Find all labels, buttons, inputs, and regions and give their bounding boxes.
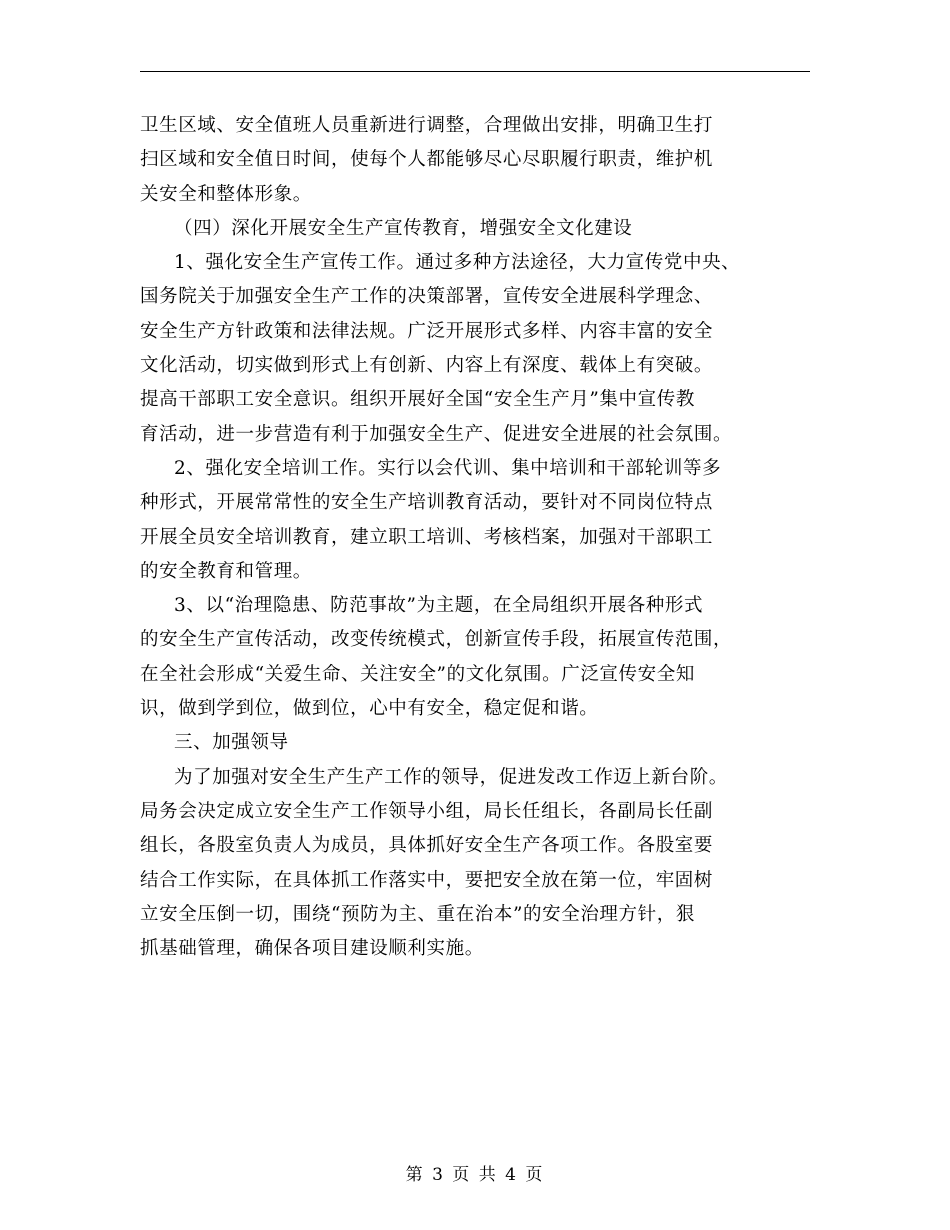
section-heading: 三、加强领导 [174,732,289,754]
body-line: 在全社会形成“关爱生命、关注安全”的文化氛围。广泛宣传安全知 [140,663,695,685]
body-line: 文化活动，切实做到形式上有创新、内容上有深度、载体上有突破。 [140,355,714,377]
body-line: 安全生产方针政策和法律法规。广泛开展形式多样、内容丰富的安全 [140,320,714,342]
body-line: 立安全压倒一切，围绕“预防为主、重在治本”的安全治理方针，狠 [140,903,695,925]
body-line: 开展全员安全培训教育，建立职工培训、考核档案，加强对干部职工 [140,526,714,548]
body-line: 识，做到学到位，做到位，心中有安全，稳定促和谐。 [140,698,599,720]
body-line: 提高干部职工安全意识。组织开展好全国“安全生产月”集中宣传教 [140,389,695,411]
body-line: 关安全和整体形象。 [140,183,312,205]
body-line: 抓基础管理，确保各项目建设顺利实施。 [140,938,484,960]
page-number: 第 3 页 共 4 页 [405,1165,545,1185]
body-line: 局务会决定成立安全生产工作领导小组，局长任组长，各副局长任副 [140,800,714,822]
body-line: 的安全教育和管理。 [140,560,312,582]
header-rule [140,71,810,72]
body-line: 结合工作实际，在具体抓工作落实中，要把安全放在第一位，牢固树 [140,869,714,891]
body-line: 卫生区域、安全值班人员重新进行调整，合理做出安排，明确卫生打 [140,115,714,136]
body-line: 种形式，开展常常性的安全生产培训教育活动，要针对不同岗位特点 [140,492,714,514]
body-line: 组长，各股室负责人为成员，具体抓好安全生产各项工作。各股室要 [140,835,714,857]
paragraph-start: 为了加强对安全生产生产工作的领导，促进发改工作迈上新台阶。 [174,766,728,788]
section-heading: （四）深化开展安全生产宣传教育，增强安全文化建设 [174,217,633,239]
body-line: 国务院关于加强安全生产工作的决策部署，宣传安全进展科学理念、 [140,286,714,308]
body-line: 扫区域和安全值日时间，使每个人都能够尽心尽职履行职责，维护机 [140,149,714,171]
body-line: 育活动，进一步营造有利于加强安全生产、促进安全进展的社会氛围。 [140,423,733,445]
paragraph-start: 1、强化安全生产宣传工作。通过多种方法途径，大力宣传党中央、 [174,252,741,274]
document-body [140,109,840,966]
body-line: 的安全生产宣传活动，改变传统模式，创新宣传手段，拓展宣传范围， [140,629,733,651]
paragraph-start: 3、以“治理隐患、防范事故”为主题，在全局组织开展各种形式 [174,595,704,617]
paragraph-start: 2、强化安全培训工作。实行以会代训、集中培训和干部轮训等多 [174,457,722,479]
